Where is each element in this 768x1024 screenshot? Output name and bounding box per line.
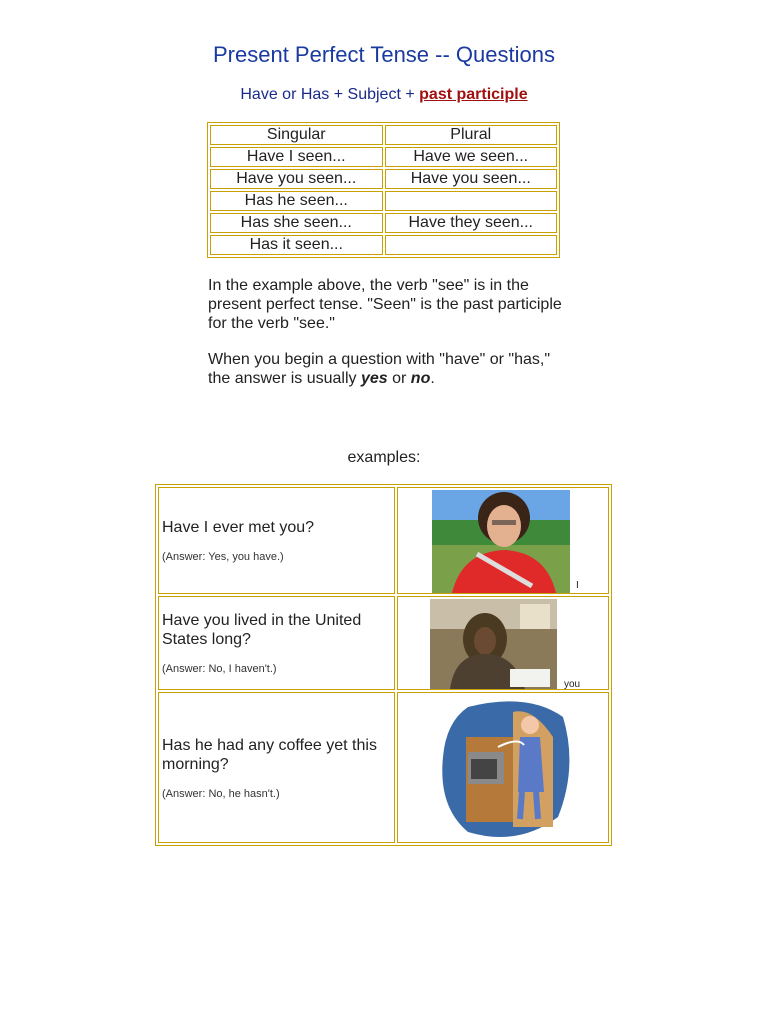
paragraph-text: or [387,370,411,387]
image-caption: you [564,679,581,690]
header-singular: Singular [210,125,383,145]
example-image-cell [397,487,609,594]
example-image-cell [397,692,609,843]
example-answer: (Answer: No, he hasn't.) [162,787,280,800]
examples-label: examples: [347,449,421,466]
table-row [210,213,557,233]
examples-table [155,484,612,846]
paragraph-text: When you begin a question with "have" or "has," the answer is usually [208,351,551,387]
table-row [210,169,557,189]
table-cell: Has it seen... [210,235,383,255]
table-row [210,191,557,211]
example-question-cell [158,692,395,843]
conjugation-table [207,122,560,258]
example-question-cell [158,487,395,594]
header-plural: Plural [385,125,558,145]
table-cell: Have they seen... [385,213,558,233]
example-image-cell [397,596,609,690]
example-question: Has he had any coffee yet this morning? [162,736,377,773]
table-header-row [210,125,557,145]
image-caption: I [576,580,579,591]
woman-photo-image [430,599,557,689]
table-cell: Have you seen... [385,169,558,189]
table-cell: Have I seen... [210,147,383,167]
table-cell: Have we seen... [385,147,558,167]
explanation-paragraph: In the example above, the verb "see" is in the present perfect tense. "Seen" is the past participle for the verb "see." [208,277,562,332]
no-word: no [410,370,431,387]
coffee-cartoon-image [438,697,573,842]
example-answer: (Answer: No, I haven't.) [162,663,277,675]
man-photo-image [432,490,570,593]
table-row [210,235,557,255]
page-title: Present Perfect Tense -- Questions [213,42,555,67]
yes-no-paragraph [208,350,568,388]
table-cell [385,191,558,211]
yes-word: yes [360,370,388,387]
table-cell: Has he seen... [210,191,383,211]
formula-text: Have or Has + Subject + [240,86,420,103]
table-cell [385,235,558,255]
example-answer: (Answer: Yes, you have.) [162,551,284,563]
table-row [210,147,557,167]
paragraph-text: . [430,370,435,387]
past-participle-link[interactable]: past participle [419,86,528,103]
example-question: Have I ever met you? [162,519,315,536]
example-question-cell [158,596,395,690]
table-cell: Has she seen... [210,213,383,233]
example-question: Have you lived in the United States long? [162,612,362,648]
example-row [158,692,609,843]
example-row [158,596,609,690]
formula-line [0,86,768,104]
table-cell: Have you seen... [210,169,383,189]
example-row [158,487,609,594]
